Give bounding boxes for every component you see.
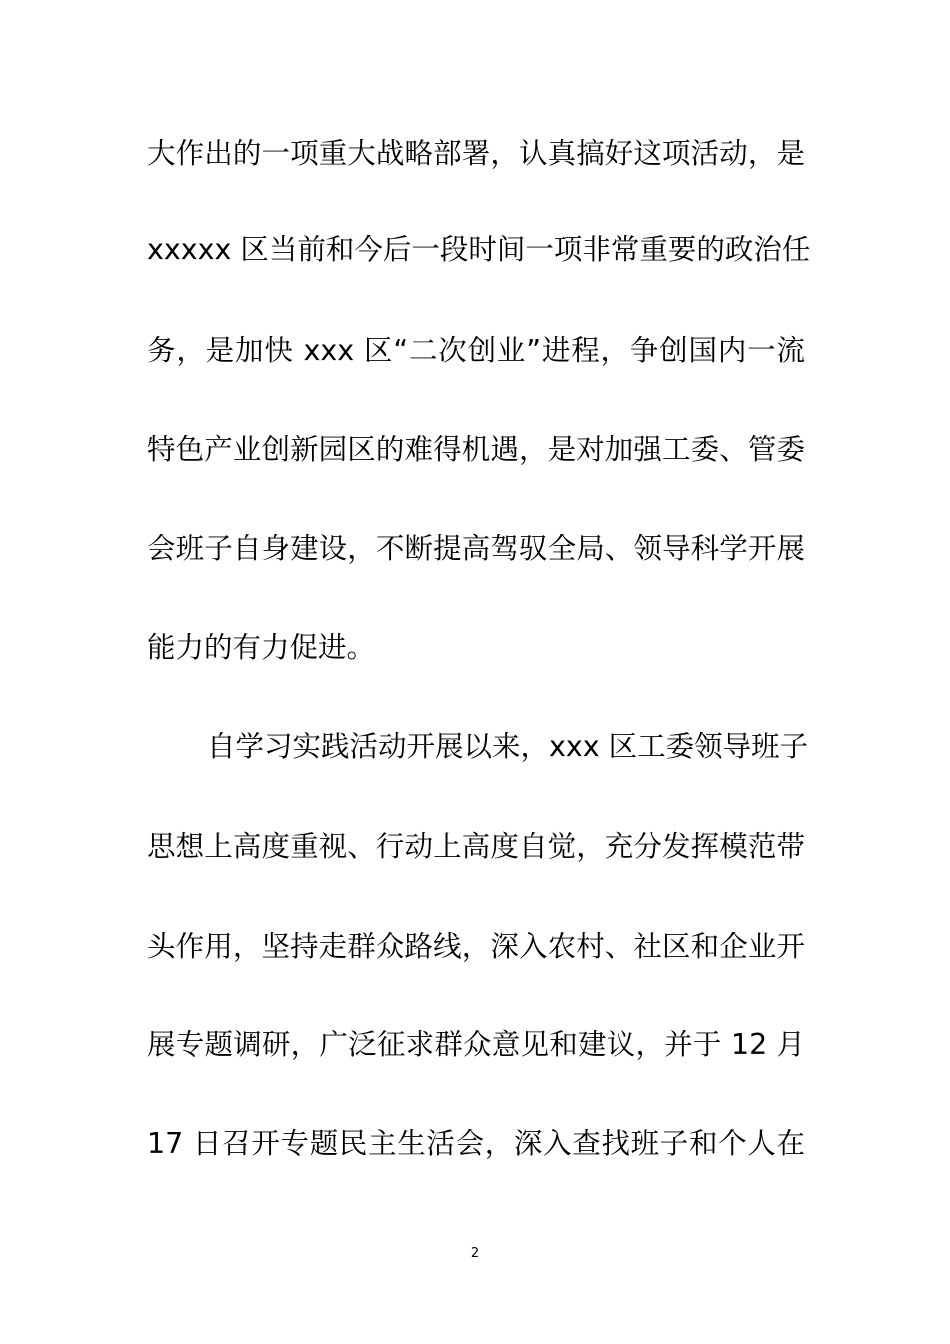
text-line: 思想上高度重视、行动上高度自觉，充分发挥模范带 <box>147 830 805 863</box>
text-line: 头作用，坚持走群众路线，深入农村、社区和企业开 <box>147 930 805 963</box>
text-line: xxxxx 区当前和今后一段时间一项非常重要的政治任 <box>147 233 811 266</box>
text-line: 17 日召开专题民主生活会，深入查找班子和个人在 <box>147 1127 805 1160</box>
text-line: 特色产业创新园区的难得机遇，是对加强工委、管委 <box>147 433 805 466</box>
page-number: 2 <box>470 1246 480 1261</box>
text-line: 大作出的一项重大战略部署，认真搞好这项活动，是 <box>147 137 805 170</box>
paragraph-first-line: 自学习实践活动开展以来，xxx 区工委领导班子 <box>207 730 809 763</box>
text-line: 能力的有力促进。 <box>147 631 376 664</box>
text-line: 会班子自身建设，不断提高驾驭全局、领导科学开展 <box>147 532 805 565</box>
text-line: 展专题调研，广泛征求群众意见和建议，并于 12 月 <box>147 1028 805 1061</box>
text-line: 务，是加快 xxx 区“二次创业”进程，争创国内一流 <box>147 334 805 367</box>
